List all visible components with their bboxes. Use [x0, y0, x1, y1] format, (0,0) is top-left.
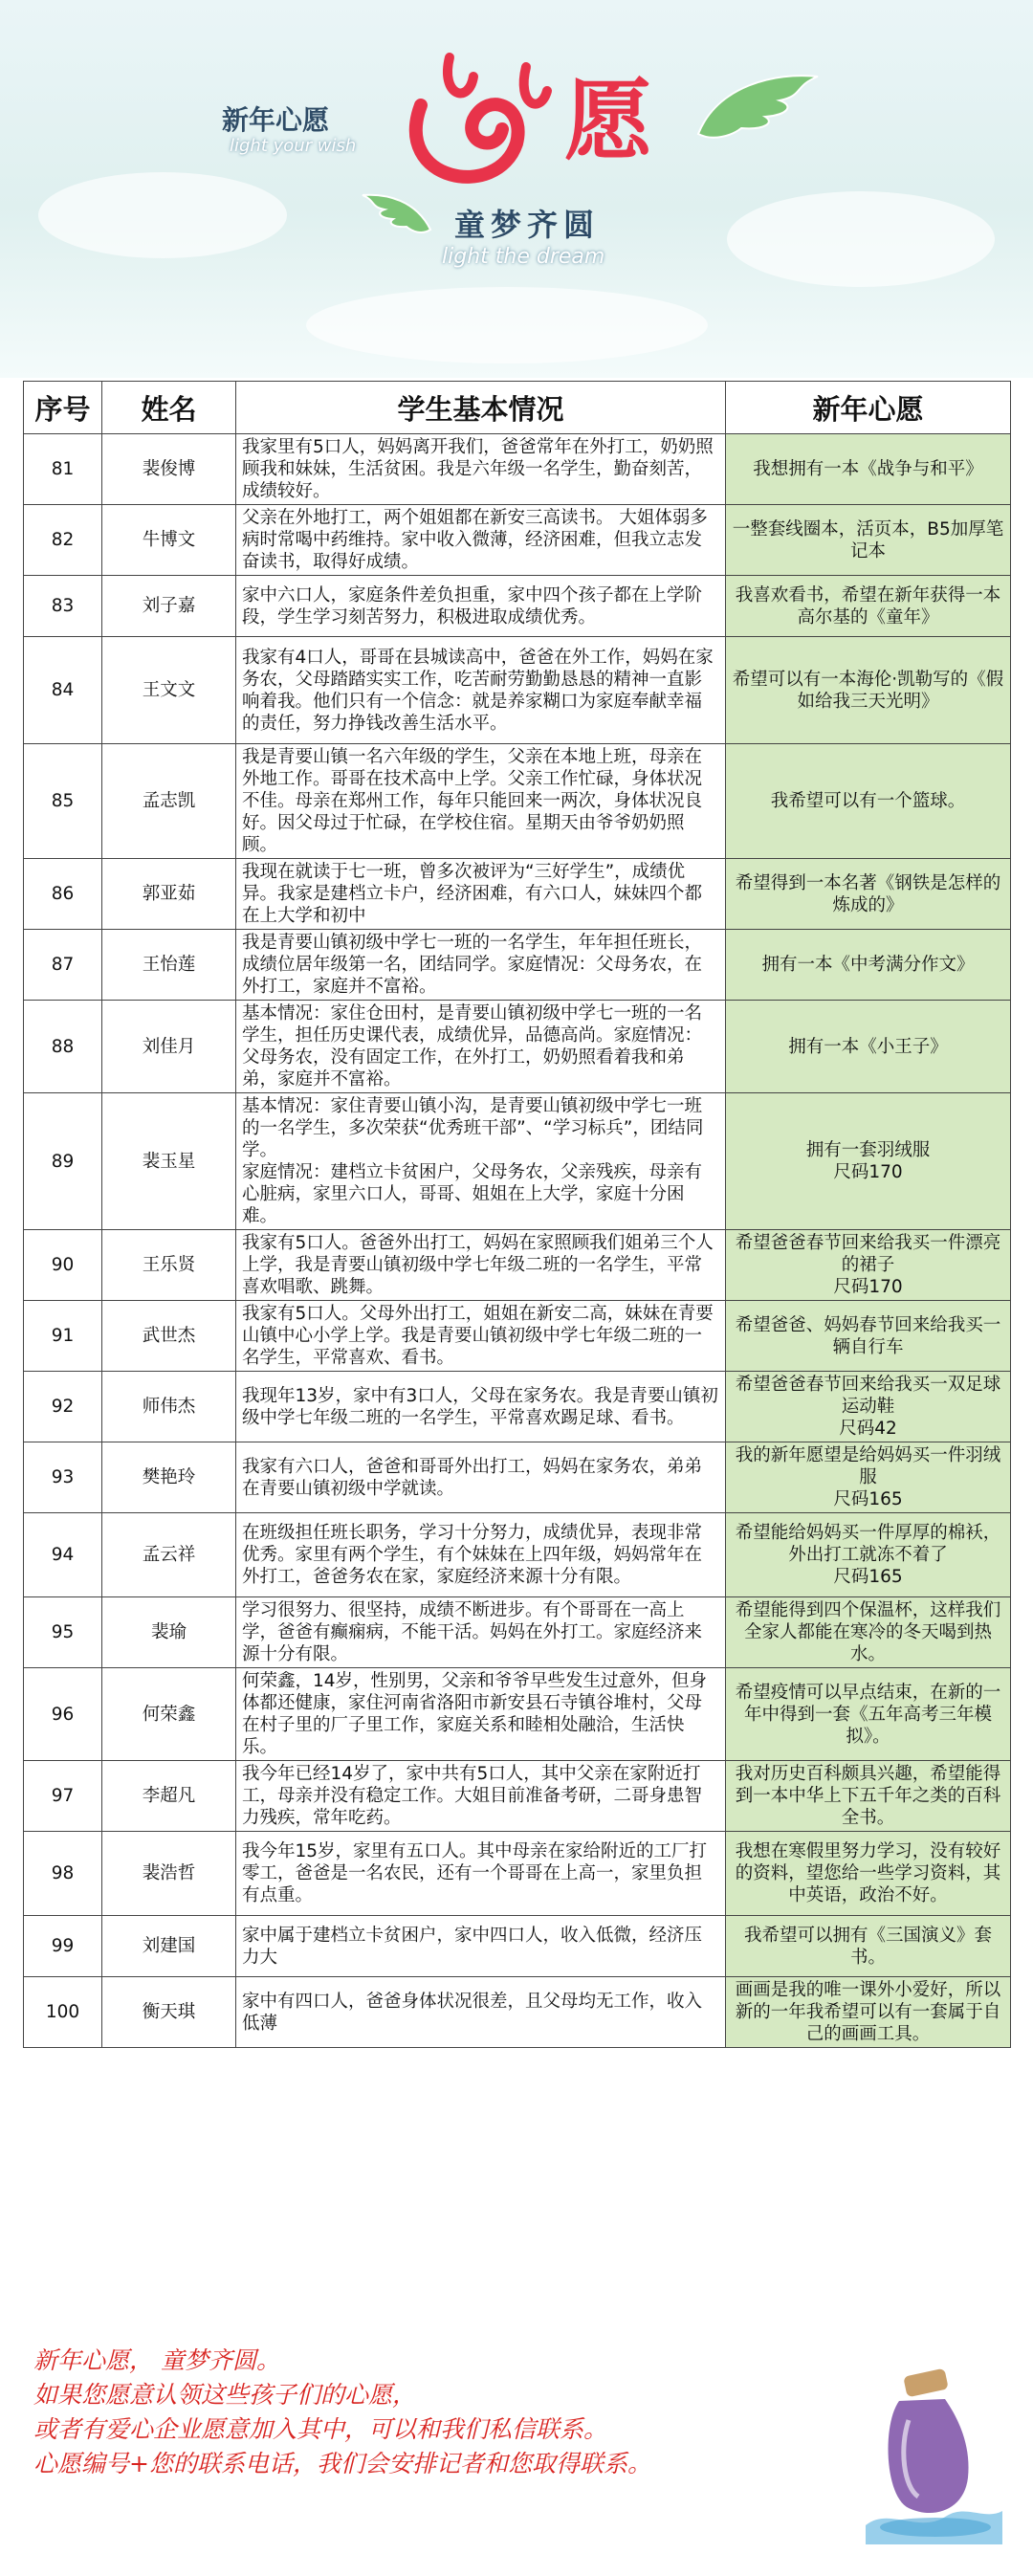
student-name: 刘佳月 [102, 1001, 236, 1093]
student-info: 我家有六口人，爸爸和哥哥外出打工，妈妈在家务农，弟弟在青要山镇初级中学就读。 [236, 1442, 726, 1513]
wish-table [23, 381, 1011, 2048]
wing-icon [359, 189, 435, 239]
new-year-wish: 希望能给妈妈买一件厚厚的棉袄，外出打工就冻不着了 尺码165 [726, 1513, 1011, 1597]
banner-subtitle: 童梦齐圆 [454, 207, 601, 243]
student-info: 学习很努力、很坚持，成绩不断进步。有个哥哥在一高上学，爸爸有癫痫病，不能干活。妈妈在外打工。家庭经济来源十分有限。 [236, 1597, 726, 1668]
student-name: 师伟杰 [102, 1372, 236, 1442]
row-number: 85 [24, 744, 102, 859]
row-number: 97 [24, 1761, 102, 1832]
table-row [24, 505, 1011, 576]
table-row [24, 1916, 1011, 1977]
new-year-wish: 我对历史百科颇具兴趣，希望能得到一本中华上下五千年之类的百科全书。 [726, 1761, 1011, 1832]
header-wish: 新年心愿 [726, 382, 1011, 434]
student-info: 我家有5口人。爸爸外出打工，妈妈在家照顾我们姐弟三个人上学，我是青要山镇初级中学七年级二班的一名学生，平常喜欢唱歌、跳舞。 [236, 1230, 726, 1301]
header-info: 学生基本情况 [236, 382, 726, 434]
banner-slogan: 新年心愿 [222, 104, 330, 136]
banner-subtitle-en: light the dream [442, 245, 605, 269]
row-number: 95 [24, 1597, 102, 1668]
new-year-wish: 希望疫情可以早点结束，在新的一年中得到一套《五年高考三年模拟》。 [726, 1668, 1011, 1761]
student-name: 刘子嘉 [102, 576, 236, 637]
student-name: 何荣鑫 [102, 1668, 236, 1761]
footer-line: 或者有爱心企业愿意加入其中，可以和我们私信联系。 [33, 2415, 608, 2443]
table-row [24, 1761, 1011, 1832]
table-row [24, 1093, 1011, 1230]
student-name: 牛博文 [102, 505, 236, 576]
wish-logo-icon [383, 38, 698, 210]
row-number: 99 [24, 1916, 102, 1977]
row-number: 86 [24, 859, 102, 930]
table-row [24, 1977, 1011, 2048]
student-name: 武世杰 [102, 1301, 236, 1372]
student-name: 衡天琪 [102, 1977, 236, 2048]
table-row [24, 1597, 1011, 1668]
student-name: 李超凡 [102, 1761, 236, 1832]
row-number: 84 [24, 637, 102, 744]
student-name: 王乐贤 [102, 1230, 236, 1301]
student-info: 家中属于建档立卡贫困户，家中四口人，收入低微，经济压力大 [236, 1916, 726, 1977]
table-row [24, 1513, 1011, 1597]
student-name: 裴浩哲 [102, 1832, 236, 1916]
row-number: 94 [24, 1513, 102, 1597]
student-info: 我今年已经14岁了，家中共有5口人，其中父亲在家附近打工，母亲并没有稳定工作。大姐目前准备考研，二哥身患智力残疾，常年吃药。 [236, 1761, 726, 1832]
student-name: 裴玉星 [102, 1093, 236, 1230]
wish-bottle-icon [861, 2344, 1004, 2544]
new-year-wish: 我想拥有一本《战争与和平》 [726, 434, 1011, 505]
footer-line: 新年心愿， 童梦齐圆。 [33, 2346, 280, 2374]
svg-text:愿: 愿 [564, 70, 653, 172]
student-info: 我现在就读于七一班，曾多次被评为“三好学生”，成绩优异。我家是建档立卡户，经济困难，有六口人，妹妹四个都在上大学和初中 [236, 859, 726, 930]
student-info: 我家有4口人，哥哥在县城读高中，爸爸在外工作，妈妈在家务农，父母踏踏实实工作，吃苦耐劳勤勤恳恳的精神一直影响着我。他们只有一个信念：就是养家糊口为家庭奉献幸福的责任，努力挣钱改善生活水平。 [236, 637, 726, 744]
wing-icon [689, 67, 823, 153]
header-name: 姓名 [102, 382, 236, 434]
student-info: 何荣鑫，14岁，性别男，父亲和爷爷早些发生过意外，但身体都还健康，家住河南省洛阳市新安县石寺镇谷堆村，父母在村子里的厂子里工作，家庭关系和睦相处融洽，生活快乐。 [236, 1668, 726, 1761]
new-year-wish: 希望可以有一本海伦·凯勒写的《假如给我三天光明》 [726, 637, 1011, 744]
new-year-wish: 我希望可以拥有《三国演义》套书。 [726, 1916, 1011, 1977]
new-year-wish: 我的新年愿望是给妈妈买一件羽绒服 尺码165 [726, 1442, 1011, 1513]
student-info: 在班级担任班长职务，学习十分努力，成绩优异，表现非常优秀。家里有两个学生，有个妹妹在上四年级，妈妈常年在外打工，爸爸务农在家，家庭经济来源十分有限。 [236, 1513, 726, 1597]
row-number: 90 [24, 1230, 102, 1301]
student-info: 父亲在外地打工，两个姐姐都在新安三高读书。 大姐体弱多病时常喝中药维持。家中收入微薄，经济困难，但我立志发奋读书，取得好成绩。 [236, 505, 726, 576]
footer-notice [33, 2344, 818, 2481]
table-row [24, 1372, 1011, 1442]
student-info: 我是青要山镇一名六年级的学生，父亲在本地上班，母亲在外地工作。哥哥在技术高中上学。父亲工作忙碌，身体状况不佳。母亲在郑州工作，每年只能回来一两次，身体状况良好。因父母过于忙碌，在学校住宿。星期天由爷爷奶奶照顾。 [236, 744, 726, 859]
student-name: 刘建国 [102, 1916, 236, 1977]
header-banner [0, 0, 1033, 378]
table-row [24, 1001, 1011, 1093]
new-year-wish: 画画是我的唯一课外小爱好，所以新的一年我希望可以有一套属于自己的画画工具。 [726, 1977, 1011, 2048]
table-row [24, 1832, 1011, 1916]
cloud-decoration [38, 172, 287, 258]
table-row [24, 1301, 1011, 1372]
student-name: 孟志凯 [102, 744, 236, 859]
cloud-decoration [727, 191, 995, 287]
student-info: 基本情况：家住仓田村，是青要山镇初级中学七一班的一名学生，担任历史课代表，成绩优异，品德高尚。家庭情况：父母务农，没有固定工作，在外打工，奶奶照看着我和弟弟，家庭并不富裕。 [236, 1001, 726, 1093]
student-info: 家中有四口人，爸爸身体状况很差，且父母均无工作，收入低薄 [236, 1977, 726, 2048]
row-number: 96 [24, 1668, 102, 1761]
cloud-decoration [306, 287, 708, 363]
student-info: 我现年13岁，家中有3口人，父母在家务农。我是青要山镇初级中学七年级二班的一名学生，平常喜欢踢足球、看书。 [236, 1372, 726, 1442]
student-name: 郭亚茹 [102, 859, 236, 930]
table-row [24, 859, 1011, 930]
footer-line: 心愿编号+您的联系电话，我们会安排记者和您取得联系。 [33, 2450, 651, 2477]
student-name: 王文文 [102, 637, 236, 744]
new-year-wish: 拥有一套羽绒服 尺码170 [726, 1093, 1011, 1230]
row-number: 82 [24, 505, 102, 576]
table-header-row [24, 382, 1011, 434]
new-year-wish: 希望爸爸春节回来给我买一双足球运动鞋 尺码42 [726, 1372, 1011, 1442]
student-name: 裴瑜 [102, 1597, 236, 1668]
new-year-wish: 希望爸爸、妈妈春节回来给我买一辆自行车 [726, 1301, 1011, 1372]
table-row [24, 576, 1011, 637]
student-name: 裴俊博 [102, 434, 236, 505]
row-number: 100 [24, 1977, 102, 2048]
row-number: 89 [24, 1093, 102, 1230]
student-info: 我是青要山镇初级中学七一班的一名学生，年年担任班长，成绩位居年级第一名，团结同学。家庭情况：父母务农，在外打工，家庭并不富裕。 [236, 930, 726, 1001]
table-row [24, 744, 1011, 859]
student-name: 孟云祥 [102, 1513, 236, 1597]
student-name: 樊艳玲 [102, 1442, 236, 1513]
new-year-wish: 我想在寒假里努力学习，没有较好的资料，望您给一些学习资料，其中英语，政治不好。 [726, 1832, 1011, 1916]
student-info: 我家有5口人。父母外出打工，姐姐在新安二高，妹妹在青要山镇中心小学上学。我是青要山镇初级中学七年级二班的一名学生，平常喜欢、看书。 [236, 1301, 726, 1372]
new-year-wish: 希望爸爸春节回来给我买一件漂亮的裙子 尺码170 [726, 1230, 1011, 1301]
new-year-wish: 拥有一本《小王子》 [726, 1001, 1011, 1093]
table-row [24, 1230, 1011, 1301]
row-number: 92 [24, 1372, 102, 1442]
row-number: 88 [24, 1001, 102, 1093]
student-info: 基本情况：家住青要山镇小沟，是青要山镇初级中学七一班的一名学生，多次荣获“优秀班干部”、“学习标兵”，团结同学。 家庭情况：建档立卡贫困户，父母务农，父亲残疾，母亲有心脏病，家里六口人，哥哥、姐姐在上大学，家庭十分困难。 [236, 1093, 726, 1230]
student-info: 我家里有5口人，妈妈离开我们，爸爸常年在外打工，奶奶照顾我和妹妹，生活贫困。我是六年级一名学生，勤奋刻苦，成绩较好。 [236, 434, 726, 505]
row-number: 87 [24, 930, 102, 1001]
table-row [24, 434, 1011, 505]
row-number: 91 [24, 1301, 102, 1372]
row-number: 93 [24, 1442, 102, 1513]
new-year-wish: 我喜欢看书，希望在新年获得一本高尔基的《童年》 [726, 576, 1011, 637]
row-number: 81 [24, 434, 102, 505]
student-info: 家中六口人，家庭条件差负担重，家中四个孩子都在上学阶段，学生学习刻苦努力，积极进取成绩优秀。 [236, 576, 726, 637]
table-row [24, 1668, 1011, 1761]
header-number: 序号 [24, 382, 102, 434]
new-year-wish: 希望得到一本名著《钢铁是怎样的炼成的》 [726, 859, 1011, 930]
row-number: 83 [24, 576, 102, 637]
footer-line: 如果您愿意认领这些孩子们的心愿， [33, 2381, 417, 2409]
new-year-wish: 拥有一本《中考满分作文》 [726, 930, 1011, 1001]
student-name: 王怡莲 [102, 930, 236, 1001]
table-row [24, 1442, 1011, 1513]
student-info: 我今年15岁，家里有五口人。其中母亲在家给附近的工厂打零工，爸爸是一名农民，还有一个哥哥在上高一，家里负担有点重。 [236, 1832, 726, 1916]
new-year-wish: 希望能得到四个保温杯，这样我们全家人都能在寒冷的冬天喝到热水。 [726, 1597, 1011, 1668]
table-row [24, 637, 1011, 744]
row-number: 98 [24, 1832, 102, 1916]
new-year-wish: 一整套线圈本，活页本，B5加厚笔记本 [726, 505, 1011, 576]
new-year-wish: 我希望可以有一个篮球。 [726, 744, 1011, 859]
table-row [24, 930, 1011, 1001]
banner-slogan-en: light your wish [230, 136, 357, 156]
